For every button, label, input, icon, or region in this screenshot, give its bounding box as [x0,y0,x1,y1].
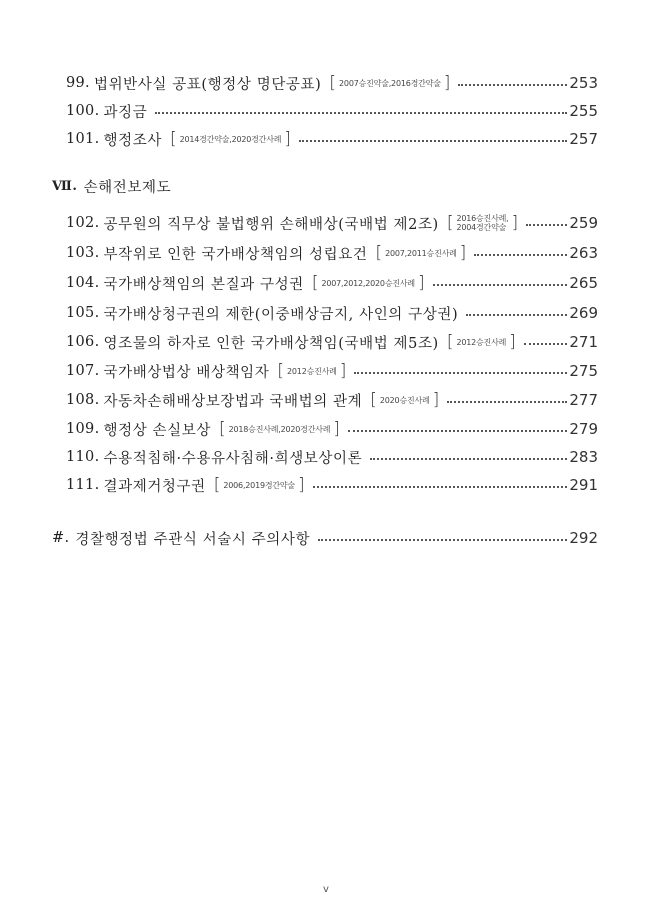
toc-entry-100[interactable] [0,99,652,123]
exam-note: [ 2007승진약술,2016경간약술 ] [329,72,451,93]
toc-entry-108[interactable] [0,388,652,412]
entry-number: 102. [66,215,100,231]
page-footer-number: v [323,884,329,895]
page-number: 257 [569,130,598,148]
toc-entry-101[interactable] [0,127,652,151]
page-number: 263 [569,244,598,262]
entry-number: 100. [66,103,100,119]
exam-note: [ 2007,2012,2020승진사례 ] [311,272,425,293]
entry-title: 국가배상법상 배상책임자 [103,364,270,381]
exam-note: [ 2006,2019경간약술 ] [213,474,305,495]
entry-title: 행정조사 [103,132,162,149]
page-number: 277 [569,391,598,409]
page-number: 283 [569,448,598,466]
toc-entry-105[interactable] [0,301,652,325]
toc-entry-111[interactable] [0,473,652,497]
exam-note: [ 2012승진사례 ] [277,360,347,381]
page-number: 253 [569,74,598,92]
section-title: 손해전보제도 [83,179,172,196]
entry-number: 103. [66,245,100,261]
dot-leader [466,312,567,316]
dot-leader [299,138,567,142]
toc-entry-109[interactable] [0,417,652,441]
entry-number: 111. [66,477,100,493]
entry-number: 104. [66,275,100,291]
entry-title: 공무원의 직무상 불법행위 손해배상(국배법 제2조) [103,216,439,233]
exam-note: [ 2020승진사례 ] [370,389,440,410]
dot-leader [526,222,567,226]
dot-leader [354,370,567,374]
toc-entry-99[interactable] [0,71,652,95]
page-number: 259 [569,214,598,232]
dot-leader [433,282,568,286]
exam-note: [ 2014경간약술,2020경간사례 ] [169,128,291,149]
page-number: 255 [569,102,598,120]
toc-entry-102[interactable] [0,211,652,235]
entry-title: 자동차손해배상보장법과 국배법의 관계 [103,393,363,410]
entry-title: 국가배상청구권의 제한(이중배상금지, 사인의 구상권) [103,306,459,323]
page-number: 269 [569,304,598,322]
entry-number: 107. [66,363,100,379]
entry-title: 행정상 손실보상 [103,422,211,439]
section-numeral: Ⅶ. [52,178,78,194]
entry-title: 수용적침해·수용유사침해·희생보상이론 [103,450,363,467]
entry-number: 105. [66,305,100,321]
entry-title: 영조물의 하자로 인한 국가배상책임(국배법 제5조) [103,335,439,352]
entry-number: #. [52,530,70,546]
entry-title: 부작위로 인한 국가배상책임의 성립요건 [103,246,368,263]
entry-number: 109. [66,421,100,437]
dot-leader [447,399,567,403]
toc-entry-107[interactable] [0,359,652,383]
page-number: 271 [569,333,598,351]
exam-note: [ 2007,2011승진사례 ] [375,242,467,263]
entry-number: 108. [66,392,100,408]
page-number: 292 [569,529,598,547]
dot-leader [474,252,567,256]
entry-number: 101. [66,131,100,147]
page-number: 291 [569,476,598,494]
toc-entry-104[interactable] [0,271,652,295]
toc-entry-103[interactable] [0,241,652,265]
exam-note: [ 2016승진사례, 2004경간약술 ] [446,212,519,233]
entry-title: 법위반사실 공표(행정상 명단공표) [93,76,322,93]
toc-entry-106[interactable] [0,330,652,354]
page-number: 275 [569,362,598,380]
dot-leader [524,341,568,345]
exam-note: [ 2018승진사례,2020경간사례 ] [218,418,340,439]
entry-title: 경찰행정법 주관식 서술시 주의사항 [75,531,311,548]
entry-number: 106. [66,334,100,350]
page-number: 279 [569,420,598,438]
entry-title: 과징금 [103,104,148,121]
toc-entry-110[interactable] [0,445,652,469]
toc-entry-final[interactable] [52,526,598,550]
dot-leader [313,484,568,488]
dot-leader [155,110,567,114]
page-number: 265 [569,274,598,292]
dot-leader [458,82,567,86]
dot-leader [318,537,567,541]
exam-note: [ 2012승진사례 ] [446,331,516,352]
entry-title: 국가배상책임의 본질과 구성권 [103,276,304,293]
entry-number: 110. [66,449,100,465]
entry-title: 결과제거청구권 [103,478,206,495]
entry-number: 99. [66,75,90,91]
section-heading-vii[interactable] [52,174,652,198]
dot-leader [348,428,567,432]
dot-leader [370,456,567,460]
